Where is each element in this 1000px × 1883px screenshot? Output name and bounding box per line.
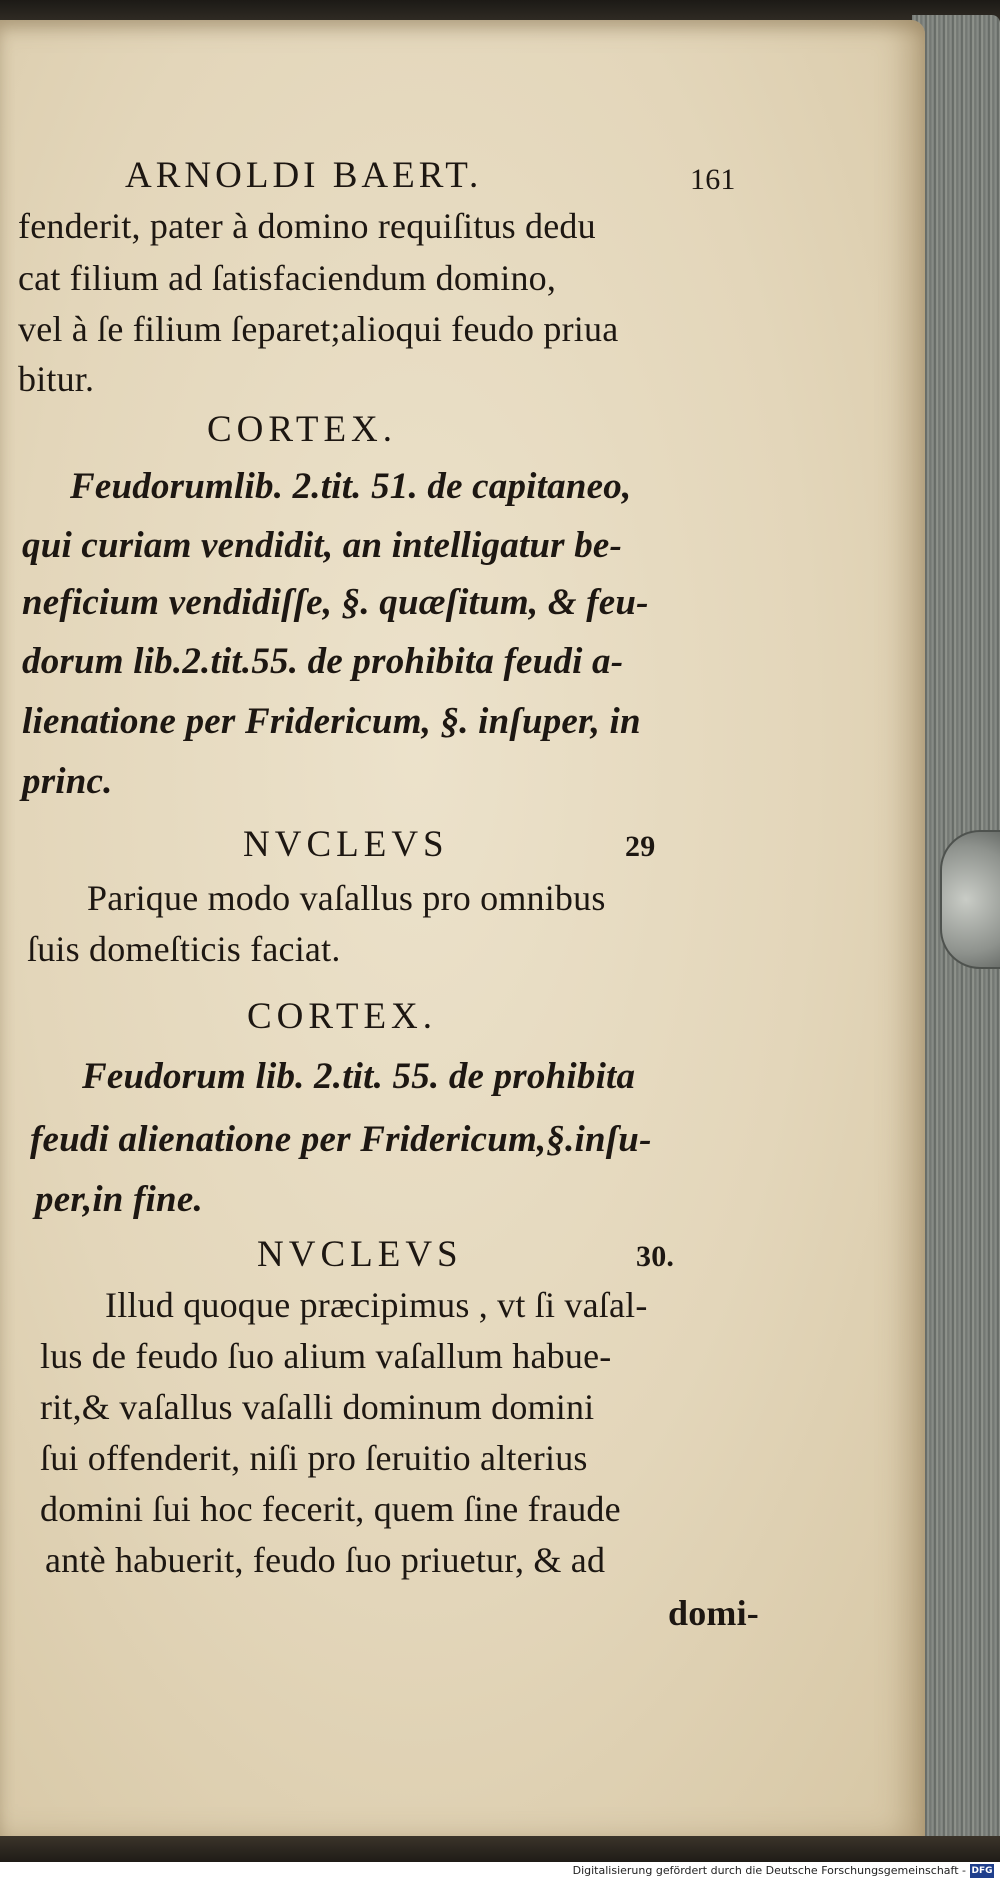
italic-line: princ.: [22, 761, 113, 802]
italic-line: lienatione per Fridericum, §. inſuper, in: [22, 701, 641, 742]
italic-line: per,in fine.: [35, 1179, 203, 1220]
book-clasp: [940, 830, 1000, 969]
text-line: domini ſui hoc fecerit, quem ſine fraude: [40, 1489, 621, 1529]
text-line: Parique modo vaſallus pro omnibus: [87, 878, 606, 918]
text-line: cat filium ad ſatisfaciendum domino,: [18, 258, 557, 298]
italic-line: qui curiam vendidit, an intelligatur be-: [22, 525, 623, 566]
nucleus-number: 29: [625, 830, 656, 863]
italic-line: Feudorumlib. 2.tit. 51. de capitaneo,: [70, 466, 632, 507]
text-line: ſuis domeſticis faciat.: [27, 929, 341, 969]
section-heading-cortex: CORTEX.: [207, 409, 398, 450]
text-line: Illud quoque præcipimus , vt ſi vaſal-: [105, 1285, 648, 1325]
section-heading-nucleus: NVCLEVS: [257, 1234, 463, 1275]
running-title: ARNOLDI BAERT.: [125, 155, 483, 196]
text-line: lus de feudo ſuo alium vaſallum habue-: [40, 1336, 612, 1376]
nucleus-number: 30.: [636, 1240, 675, 1273]
funding-credit: Digitalisierung gefördert durch die Deutsche Forschungsgemeinschaft -: [572, 1864, 966, 1877]
section-heading-cortex: CORTEX.: [247, 996, 438, 1037]
text-line: vel à ſe filium ſeparet;alioqui feudo priua: [18, 309, 619, 349]
book-bottom-edge: [0, 1836, 1000, 1862]
page-number: 161: [690, 163, 736, 196]
text-line: ſui offenderit, niſi pro ſeruitio alterius: [40, 1438, 588, 1478]
section-heading-nucleus: NVCLEVS: [243, 824, 449, 865]
italic-line: dorum lib.2.tit.55. de prohibita feudi a-: [22, 641, 624, 682]
catchword: domi-: [668, 1593, 759, 1633]
italic-line: feudi alienatione per Fridericum,§.inſu-: [30, 1119, 652, 1160]
text-line: rit,& vaſallus vaſalli dominum domini: [40, 1387, 595, 1427]
italic-line: Feudorum lib. 2.tit. 55. de prohibita: [82, 1056, 636, 1097]
dfg-logo: DFG: [971, 1866, 993, 1876]
text-line: antè habuerit, feudo ſuo priuetur, & ad: [45, 1540, 606, 1580]
text-line: bitur.: [18, 359, 95, 399]
text-line: fenderit, pater à domino requiſitus dedu: [18, 206, 596, 246]
italic-line: neficium vendidiſſe, §. quæſitum, & feu-: [22, 582, 649, 623]
